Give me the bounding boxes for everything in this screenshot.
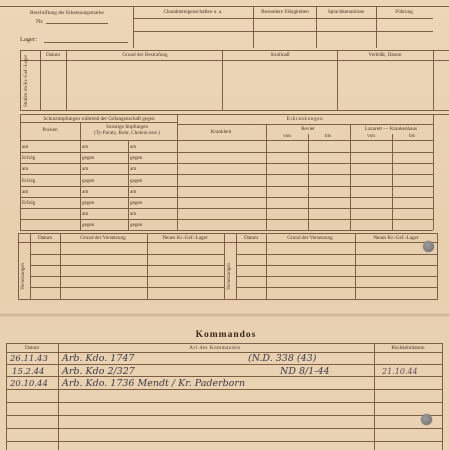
rule <box>20 230 433 231</box>
rule <box>66 50 67 110</box>
impf-col-pocken: Pocken <box>42 127 58 133</box>
rule <box>222 50 223 110</box>
row-am: am <box>22 144 29 150</box>
row-gegen: gegen <box>82 222 95 228</box>
row-am: am <box>82 144 89 150</box>
strafen-col-verbuesst: Verbüßt, Datum <box>368 52 402 58</box>
col-fuehrung: Führung <box>395 9 413 15</box>
rule <box>236 265 437 266</box>
rule <box>20 122 177 123</box>
row-am: am <box>130 166 137 172</box>
rule <box>177 174 433 175</box>
rule <box>433 114 434 230</box>
erk-col-lazarett: Lazarett — Krankenhaus <box>364 126 418 132</box>
rule <box>18 299 438 300</box>
rule <box>30 254 224 255</box>
rule <box>20 186 177 187</box>
rule <box>20 114 21 230</box>
rule <box>20 50 449 51</box>
row-am: am <box>22 189 29 195</box>
rule <box>128 140 129 230</box>
rule <box>177 208 433 209</box>
rule <box>177 186 433 187</box>
row-gegen: gegen <box>130 155 143 161</box>
row-am: am <box>82 166 89 172</box>
rule <box>20 60 449 61</box>
row-gegen: gegen <box>82 200 95 206</box>
rule <box>308 134 309 230</box>
versetzungen-side-label-left: Versetzungen <box>21 263 26 290</box>
vers-col-datum: Datum <box>37 235 53 241</box>
rule <box>20 140 433 141</box>
rule <box>20 174 177 175</box>
nr-field-line <box>46 23 108 24</box>
rule <box>20 50 21 110</box>
rule <box>6 428 443 429</box>
rule <box>376 6 377 48</box>
vers-col-grund: Grund der Versetzung <box>80 235 126 241</box>
row-am: am <box>82 211 89 217</box>
versetzungen-side-label-right: Versetzungen <box>227 263 232 290</box>
kdo-col-datum: Datum <box>24 345 40 351</box>
kdo-entry-datum: 26.11.43 <box>10 354 48 364</box>
rule <box>6 402 443 403</box>
row-am: am <box>130 189 137 195</box>
rule <box>6 389 443 390</box>
erk-heading: Erkrankungen <box>286 116 324 122</box>
kommandos-title: Kommandos <box>195 330 257 340</box>
impf-heading: Schutzimpfungen während der Gefangenschaft gegen <box>43 116 155 122</box>
rule <box>20 163 177 164</box>
rule <box>18 233 19 299</box>
rule <box>266 124 267 230</box>
rule <box>316 6 317 48</box>
rule <box>236 254 437 255</box>
rule <box>30 287 224 288</box>
strafen-col-grund: Grund der Bestrafung <box>122 52 168 58</box>
row-erfolg: Erfolg <box>22 155 36 161</box>
rule <box>20 208 177 209</box>
rule <box>177 124 433 125</box>
rule <box>177 197 433 198</box>
row-am: am <box>82 189 89 195</box>
rule <box>58 343 59 450</box>
kdo-entry-rueckkehr: 21.10.44 <box>382 367 418 376</box>
erk-von: von <box>367 133 375 139</box>
impf-col-sonstige: Sonstige Impfungen <box>106 124 148 130</box>
erk-col-krankheit: Krankheit <box>210 129 232 135</box>
kdo-entry-datum: 20.10.44 <box>10 379 48 389</box>
rule <box>6 343 7 450</box>
lager-label: Lager: <box>20 36 37 43</box>
rule <box>6 441 443 442</box>
vers-col-neues: Neues Kr.-Gef.-Lager <box>162 235 208 241</box>
lager-field-line <box>44 42 128 43</box>
row-gegen: gegen <box>130 178 143 184</box>
strafen-side-label: Strafen im Kr.-Gef.-Lager <box>24 54 29 107</box>
kdo-entry-art: Arb. Kdo. 1736 Mendt / Kr. Paderborn <box>62 378 246 389</box>
rule <box>177 114 178 230</box>
rule <box>177 163 433 164</box>
rule <box>20 152 177 153</box>
row-gegen: gegen <box>130 200 143 206</box>
rule <box>350 124 351 230</box>
row-gegen: gegen <box>82 155 95 161</box>
row-am: am <box>130 144 137 150</box>
rule <box>355 233 356 299</box>
kdo-entry-note: (N.D. 338 (43) <box>248 353 317 364</box>
erk-von: von <box>283 133 291 139</box>
erk-bis: bis <box>408 133 416 139</box>
row-gegen: gegen <box>130 222 143 228</box>
rule <box>147 233 148 299</box>
col-sprachen: Sprachkenntnisse <box>327 9 365 15</box>
row-am: am <box>130 211 137 217</box>
rule <box>18 233 438 234</box>
kdo-entry-datum: 15.2.44 <box>12 367 45 377</box>
rule <box>6 343 443 344</box>
rule <box>20 110 449 111</box>
row-erfolg: Erfolg <box>22 178 36 184</box>
rule <box>374 343 375 450</box>
strafen-col-strafmass: Strafmaß <box>270 52 290 58</box>
rule <box>437 233 438 299</box>
strafen-col-datum: Datum <box>45 52 61 58</box>
row-gegen: gegen <box>82 178 95 184</box>
kdo-col-rueckkehr: Rückkehrdatum <box>391 345 425 351</box>
rule <box>133 6 134 48</box>
rule <box>177 152 433 153</box>
kdo-entry-art: Arb. Kdo. 1747 <box>62 353 135 364</box>
rule <box>442 343 443 450</box>
rule <box>20 197 177 198</box>
nr-label: Nr. <box>36 19 44 25</box>
rule <box>133 18 433 19</box>
rule <box>236 276 437 277</box>
rule <box>0 6 449 7</box>
rule <box>236 287 437 288</box>
rule <box>177 219 433 220</box>
vers-col-neues: Neues Kr.-Gef.-Lager <box>373 235 419 241</box>
punch-hole <box>423 241 434 252</box>
rule <box>30 265 224 266</box>
rule <box>20 114 449 115</box>
punch-hole <box>421 414 432 425</box>
rule <box>6 415 443 416</box>
vers-col-grund: Grund der Versetzung <box>287 235 333 241</box>
rule <box>224 233 225 299</box>
rule <box>20 219 177 220</box>
col-charakter: Charaktereigenschaften u. a. <box>163 9 223 15</box>
rule <box>392 134 393 230</box>
rule <box>30 233 31 299</box>
rule <box>30 276 224 277</box>
impf-col-sonstige-sub: (Ty-Paraty, Ruhr, Cholera usw.) <box>94 130 160 136</box>
rule <box>60 233 61 299</box>
vers-col-datum: Datum <box>243 235 259 241</box>
rule <box>433 50 434 110</box>
rule <box>133 31 433 32</box>
erk-col-revier: Revier <box>301 126 315 132</box>
row-am: am <box>22 166 29 172</box>
col-faehigkeiten: Besondere Fähigkeiten <box>261 9 309 15</box>
rule <box>40 50 41 110</box>
rule <box>236 233 237 299</box>
rule <box>337 50 338 110</box>
rule <box>6 364 443 365</box>
paper-fold <box>0 313 449 317</box>
rule <box>266 233 267 299</box>
rule <box>80 122 81 230</box>
kdo-col-art: Art des Kommandos <box>189 345 241 351</box>
erk-bis: bis <box>324 133 332 139</box>
rule <box>253 6 254 48</box>
kdo-entry-art: Arb. Kdo 2/327 <box>62 366 135 377</box>
rule <box>18 242 438 243</box>
beschriftung-label: Beschriftung der Erkennungsmarke <box>30 10 104 16</box>
kdo-entry-note: ND 8/1-44 <box>280 366 330 377</box>
row-erfolg: Erfolg <box>22 200 36 206</box>
